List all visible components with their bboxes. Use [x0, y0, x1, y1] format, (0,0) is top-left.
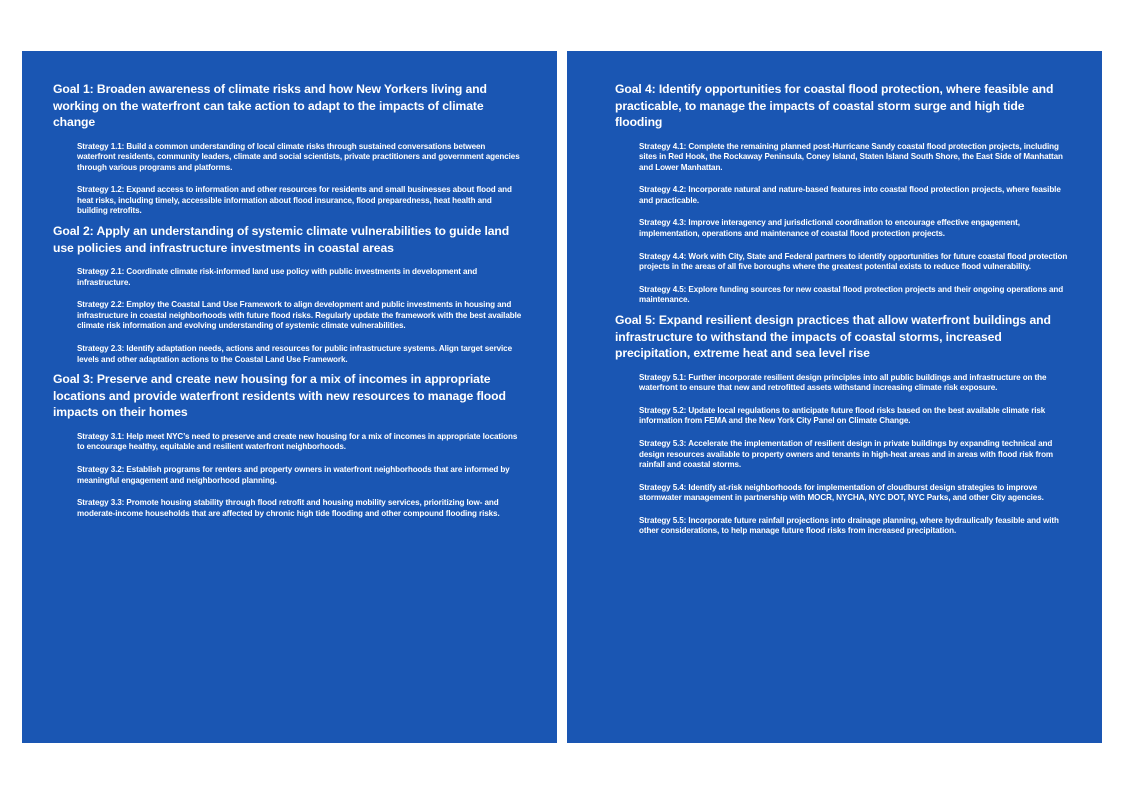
goal-title: Goal 3: Preserve and create new housing for a mix of incomes in appropriate locations and provide waterfront residents with new resources to manage flood impacts on their homes	[53, 372, 506, 420]
right-page	[567, 51, 1102, 743]
left-page	[22, 51, 557, 743]
strategy-item: Strategy 4.5: Explore funding sources for new coastal flood protection projects and their ongoing operations and maintenance.	[639, 284, 1064, 305]
strategy-item: Strategy 4.1: Complete the remaining planned post-Hurricane Sandy coastal flood protection projects, including sites in Red Hook, the Rockaway Peninsula, Coney Island, Staten Island South Shore, the East Side of Manhattan and Lower Manhattan.	[639, 141, 1063, 172]
strategy-item: Strategy 5.5: Incorporate future rainfall projections into drainage planning, where hydraulically feasible and with other considerations, to help manage future flood risks from increased precipitation.	[639, 515, 1059, 536]
goal-title: Goal 2: Apply an understanding of systemic climate vulnerabilities to guide land use policies and infrastructure investments in coastal areas	[53, 224, 510, 255]
goal-title: Goal 1: Broaden awareness of climate risks and how New Yorkers living and working on the waterfront can take action to adapt to the impacts of climate change	[53, 82, 487, 129]
goal-1	[53, 81, 523, 217]
goal-5	[615, 312, 1074, 537]
strategy-item: Strategy 5.2: Update local regulations to anticipate future flood risks based on the best available climate risk information from FEMA and the New York City Panel on Climate Change.	[639, 405, 1046, 426]
goal-4	[615, 81, 1074, 306]
strategy-item: Strategy 5.3: Accelerate the implementation of resilient design in private buildings by expanding technical and design resources available to property owners and tenants in high-heat areas and in areas with flood risk from rainfall and coastal storms.	[639, 438, 1054, 470]
goal-title: Goal 4: Identify opportunities for coastal flood protection, where feasible and practicable, to manage the impacts of coastal storm surge and high tide flooding	[615, 82, 1054, 129]
strategy-item: Strategy 2.1: Coordinate climate risk-informed land use policy with public investments in development and infrastructure.	[77, 267, 478, 287]
strategy-item: Strategy 4.4: Work with City, State and Federal partners to identify opportunities for future coastal flood protection projects in the areas of all five boroughs where the greatest potential exists to reduce flood vulnerability.	[639, 251, 1068, 272]
goal-3	[53, 371, 523, 519]
strategy-item: Strategy 2.3: Identify adaptation needs, actions and resources for public infrastructure systems. Align target service levels and other adaptation actions to the Coastal Land Use Framework.	[77, 344, 512, 364]
strategy-item: Strategy 3.1: Help meet NYC’s need to preserve and create new housing for a mix of incomes in appropriate locations to encourage healthy, equitable and resilient waterfront neighborhoods.	[77, 431, 518, 452]
strategy-item: Strategy 4.2: Incorporate natural and nature-based features into coastal flood protection projects, where feasible and practicable.	[639, 185, 1061, 205]
goal-title: Goal 5: Expand resilient design practices that allow waterfront buildings and infrastructure to withstand the impacts of coastal storms, increased precipitation, extreme heat and sea level rise	[615, 313, 1051, 361]
strategy-item: Strategy 5.1: Further incorporate resilient design principles into all public buildings and infrastructure on the waterfront to ensure that new and retrofitted assets withstand increasing climate risk exposure.	[639, 372, 1047, 393]
goal-2	[53, 223, 523, 365]
strategy-item: Strategy 3.2: Establish programs for renters and property owners in waterfront neighborhoods that are informed by meaningful engagement and neighborhood planning.	[77, 464, 510, 485]
strategy-item: Strategy 3.3: Promote housing stability through flood retrofit and housing mobility services, prioritizing low- and moderate-income households that are affected by chronic high tide flooding and other compound flooding risks.	[77, 498, 500, 518]
strategy-item: Strategy 5.4: Identify at-risk neighborhoods for implementation of cloudburst design strategies to improve stormwater management in partnership with MOCR, NYCHA, NYC DOT, NYC Parks, and other City agencies.	[639, 482, 1044, 503]
strategy-item: Strategy 2.2: Employ the Coastal Land Use Framework to align development and public investments in housing and infrastructure in coastal neighborhoods with future flood risks. Regularly update the framework with the best available climate risk information and evolving understanding of systemic climate vulnerabilities.	[77, 300, 522, 331]
strategy-item: Strategy 1.2: Expand access to information and other resources for residents and small businesses about flood and heat risks, including timely, accessible information about flood insurance, flood preparedness, heat health and building retrofits.	[77, 185, 512, 216]
strategy-item: Strategy 4.3: Improve interagency and jurisdictional coordination to encourage effective engagement, implementation, operations and maintenance of coastal flood protection projects.	[639, 218, 1020, 239]
strategy-item: Strategy 1.1: Build a common understanding of local climate risks through sustained conversations between waterfront residents, community leaders, climate and social scientists, private practitioners and government agencies through various programs and platforms.	[77, 141, 520, 172]
